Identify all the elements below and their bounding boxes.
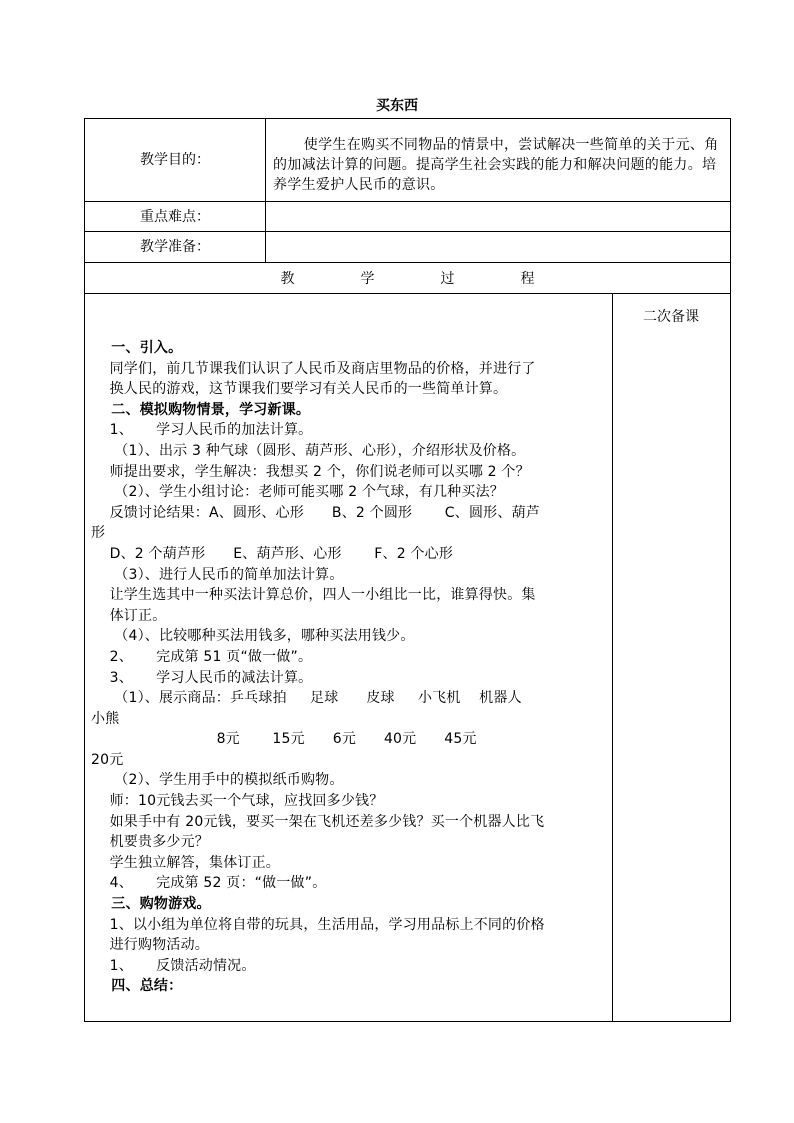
content-line: D、2 个葫芦形 E、葫芦形、心形 F、2 个心形 (91, 545, 454, 562)
row-divider (85, 262, 730, 263)
content-line: （2）、学生用手中的模拟纸币购物。 (91, 772, 344, 789)
content-line: 形 (91, 525, 106, 542)
row-divider (85, 231, 730, 232)
content-line: 小熊 (91, 710, 120, 727)
backup-label: 二次备课 (643, 309, 699, 325)
content-line: 四、总结： (91, 978, 183, 995)
content-line: 同学们，前几节课我们认识了人民币及商店里物品的价格，并进行了 (91, 360, 536, 377)
content-line: 师提出要求，学生解决：我想买 2 个，你们说老师可以买哪 2 个？ (91, 463, 530, 480)
content-line: 一、引入。 (91, 340, 183, 356)
content-line: （1）、展示商品：乒乓球拍 足球 皮球 小飞机 机器人 (91, 690, 522, 707)
content-line: 3、 学习人民币的减法计算。 (91, 669, 313, 686)
process-heading-char: 程 (520, 271, 535, 287)
content-line: （4）、比较哪种买法用钱多，哪种买法用钱少。 (91, 628, 415, 645)
backup-column-divider (612, 293, 613, 1021)
content-line: 二、模拟购物情景，学习新课。 (91, 401, 311, 418)
preparation-label: 教学准备： (140, 239, 210, 255)
process-content (91, 338, 607, 997)
content-line: 1、 学习人民币的加法计算。 (91, 422, 313, 439)
page-title: 买东西 (376, 98, 418, 114)
content-line: 三、购物游戏。 (91, 896, 211, 913)
content-line: 如果手中有 20元钱，要买一架在飞机还差多少钱？买一个机器人比飞 (91, 813, 545, 830)
process-heading-char: 过 (440, 271, 455, 287)
key-points-label: 重点难点： (140, 209, 210, 225)
content-line: 学生独立解答，集体订正。 (91, 854, 281, 871)
content-line: 体订正。 (91, 607, 167, 624)
content-line: （1）、出示 3 种气球（圆形、葫芦形、心形），介绍形状及价格。 (91, 442, 526, 459)
content-line: 20元 (91, 751, 124, 768)
content-line: 反馈讨论结果：A、圆形、心形 B、2 个圆形 C、圆形、葫芦 (91, 504, 540, 521)
process-heading-char: 教 (280, 271, 295, 287)
content-line: 机要贵多少元？ (91, 834, 210, 851)
row-divider (85, 201, 730, 202)
process-heading (85, 269, 730, 289)
content-line: 进行购物活动。 (91, 937, 210, 954)
content-line: 换人民的游戏，这节课我们要学习有关人民币的一些简单计算。 (91, 381, 508, 398)
goal-text: 使学生在购买不同物品的情景中，尝试解决一些简单的关于元、角的加减法计算的问题。提高学生社会实践的能力和解决问题的能力。培养学生爱护人民币的意识。 (273, 137, 719, 193)
content-line: 4、 完成第 52 页：“做一做”。 (91, 875, 327, 892)
lesson-plan-table (84, 118, 731, 1022)
content-line: 1、以小组为单位将自带的玩具，生活用品，学习用品标上不同的价格 (91, 916, 545, 933)
content-line: （3）、进行人民币的简单加法计算。 (91, 566, 344, 583)
content-line: 2、 完成第 51 页“做一做”。 (91, 648, 313, 665)
row-divider (85, 293, 730, 294)
content-line: 让学生选其中一种买法计算总价，四人一小组比一比，谁算得快。集 (91, 587, 536, 604)
content-line: 1、 反馈活动情况。 (91, 957, 256, 974)
goal-label: 教学目的： (140, 152, 210, 168)
process-heading-char: 学 (360, 271, 375, 287)
content-line: 师：10元钱去买一个气球，应找回多少钱？ (91, 793, 384, 810)
label-column-divider (265, 119, 266, 262)
content-line: 8元 15元 6元 40元 45元 (91, 731, 477, 748)
content-line: （2）、学生小组讨论：老师可能买哪 2 个气球，有几种买法？ (91, 484, 504, 501)
